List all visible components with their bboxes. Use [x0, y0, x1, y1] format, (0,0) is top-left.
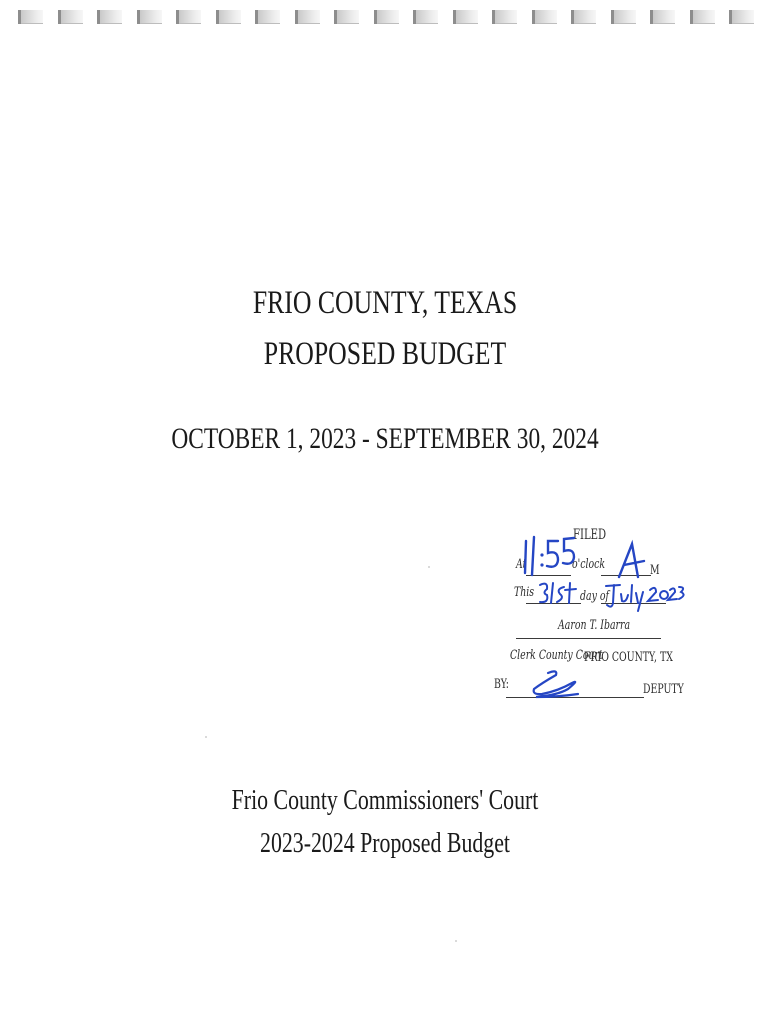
- binding-hole: [137, 10, 162, 24]
- stamp-this-label: This: [514, 585, 535, 600]
- page-title-county: FRIO COUNTY, TEXAS: [252, 285, 518, 321]
- binding-hole: [176, 10, 201, 24]
- binding-hole: [334, 10, 359, 24]
- binding-hole: [571, 10, 596, 24]
- binding-hole: [18, 10, 43, 24]
- binding-hole: [413, 10, 438, 24]
- binding-hole: [216, 10, 241, 24]
- budget-period: OCTOBER 1, 2023 - SEPTEMBER 30, 2024: [171, 422, 599, 455]
- stamp-by-label: BY:: [494, 677, 509, 692]
- binding-hole: [97, 10, 122, 24]
- stamp-dayof-label: day of: [580, 589, 609, 604]
- scan-speck: [455, 940, 457, 942]
- footer-commissioners-court: Frio County Commissioners' Court: [231, 785, 539, 816]
- binding-holes-strip: [0, 8, 770, 28]
- page-title-budget: PROPOSED BUDGET: [263, 336, 507, 372]
- binding-hole: [650, 10, 675, 24]
- handwritten-am: [616, 541, 650, 581]
- filed-stamp: [488, 527, 693, 707]
- stamp-clerk-title: Clerk County Court: [510, 648, 603, 663]
- stamp-m-label: M: [650, 563, 660, 578]
- binding-hole: [690, 10, 715, 24]
- binding-hole: [255, 10, 280, 24]
- stamp-oclock-label: o'clock: [572, 557, 605, 572]
- handwritten-month-year: [604, 581, 686, 615]
- footer-proposed-budget: 2023-2024 Proposed Budget: [260, 828, 510, 859]
- binding-hole: [729, 10, 754, 24]
- binding-hole: [58, 10, 83, 24]
- binding-hole: [453, 10, 478, 24]
- stamp-clerk-line: [516, 638, 661, 639]
- stamp-deputy-label: DEPUTY: [643, 682, 684, 697]
- deputy-signature: [528, 667, 584, 703]
- binding-hole: [492, 10, 517, 24]
- stamp-filed-label: FILED: [573, 527, 607, 543]
- handwritten-day: [538, 581, 580, 607]
- stamp-county: FRIO COUNTY, TX: [584, 650, 673, 665]
- handwritten-time: [522, 533, 582, 577]
- binding-hole: [611, 10, 636, 24]
- stamp-clerk-name: Aaron T. Ibarra: [558, 618, 631, 633]
- binding-hole: [295, 10, 320, 24]
- binding-hole: [374, 10, 399, 24]
- stamp-at-label: At: [516, 557, 527, 572]
- scan-speck: [205, 736, 207, 738]
- scan-speck: [428, 566, 430, 568]
- binding-hole: [532, 10, 557, 24]
